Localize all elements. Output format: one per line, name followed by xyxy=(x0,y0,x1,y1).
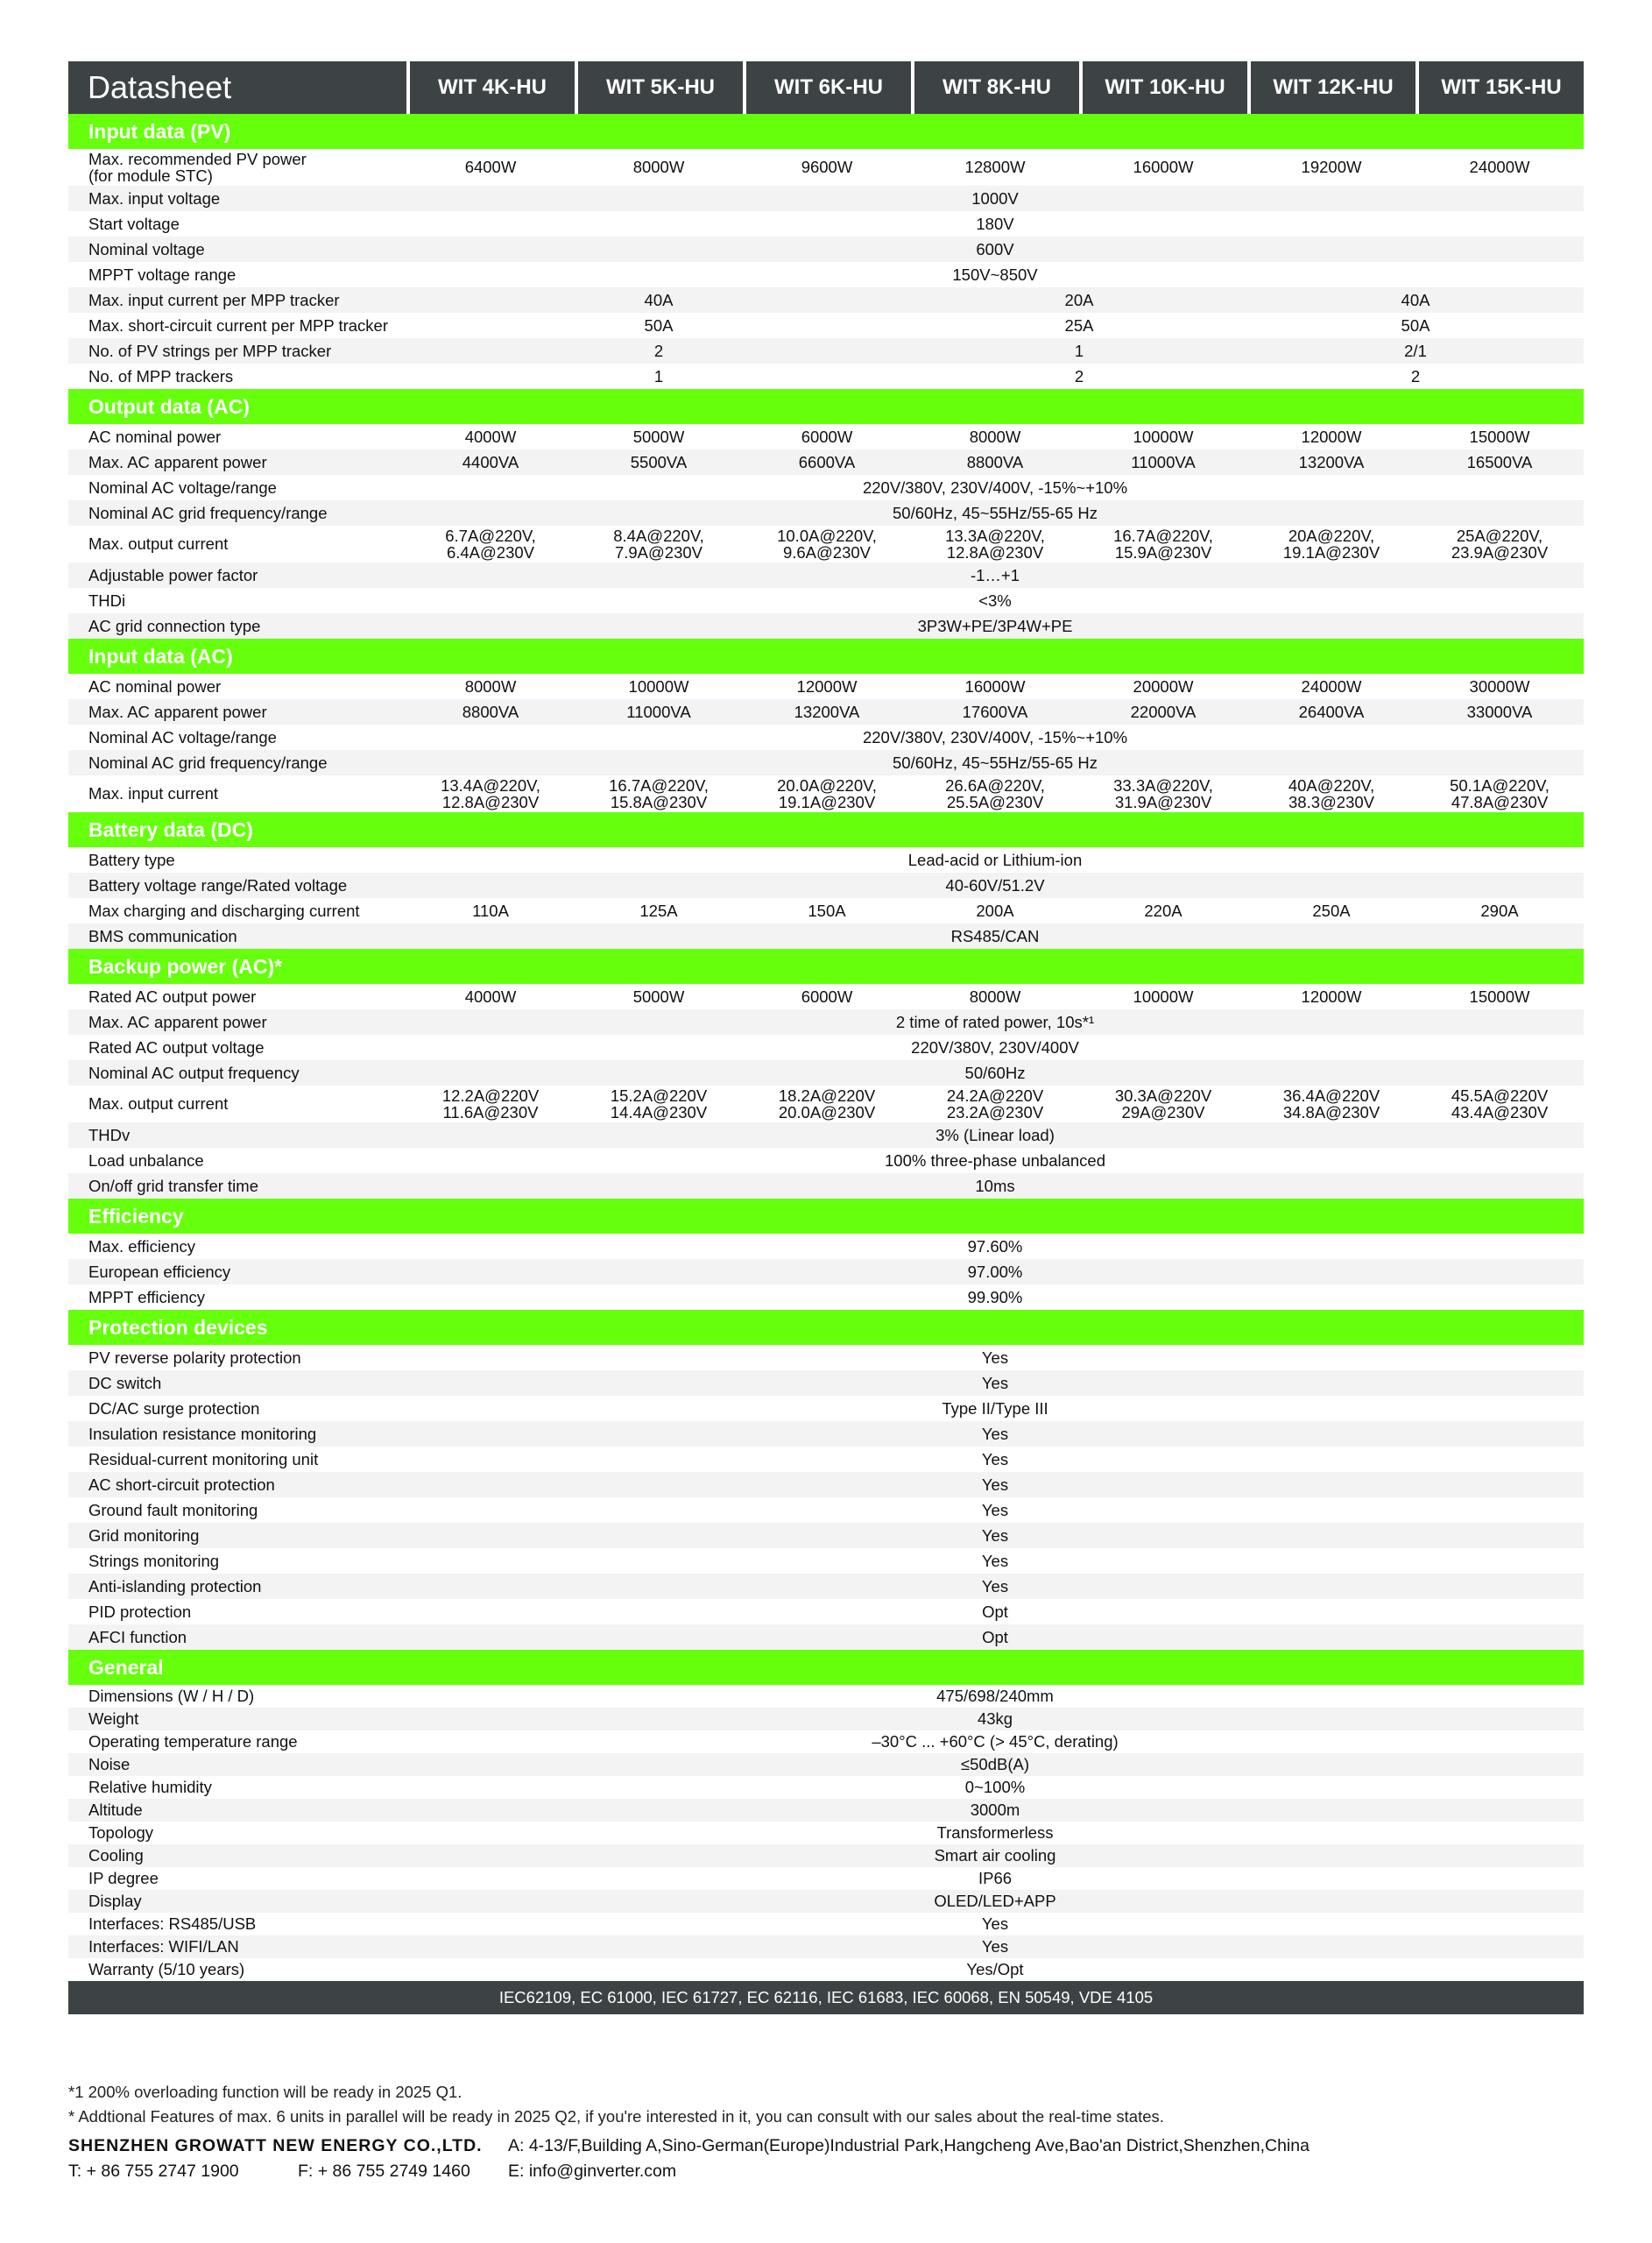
spec-value: 16500VA xyxy=(1415,449,1584,475)
spec-row xyxy=(68,1497,1584,1523)
spec-label: Nominal AC output frequency xyxy=(68,1060,406,1086)
spec-value: 16000W xyxy=(964,676,1026,696)
spec-value: Yes xyxy=(406,1421,1584,1447)
spec-value: 220V/380V, 230V/400V, -15%~+10% xyxy=(862,478,1128,497)
spec-label: Operating temperature range xyxy=(88,1732,298,1751)
spec-row xyxy=(68,1284,1584,1310)
spec-label: Max. output current xyxy=(88,534,229,554)
section-header xyxy=(68,114,1584,149)
spec-value: 150A xyxy=(808,901,846,920)
spec-value: 30.3A@220V 29A@230V xyxy=(1114,1086,1212,1122)
spec-label: AC nominal power xyxy=(88,427,222,446)
spec-label: DC switch xyxy=(68,1370,406,1396)
spec-value: 11000VA xyxy=(1079,449,1247,475)
section-title: Efficiency xyxy=(68,1199,1584,1234)
spec-row xyxy=(68,1776,1584,1799)
spec-row xyxy=(68,1574,1584,1599)
spec-value: 36.4A@220V 34.8A@230V xyxy=(1282,1086,1380,1122)
spec-value: 8000W xyxy=(969,427,1021,446)
spec-value: 8000W xyxy=(632,158,685,177)
spec-row xyxy=(68,1624,1584,1650)
spec-value: 5500VA xyxy=(575,449,743,475)
spec-row xyxy=(68,1935,1584,1958)
spec-label: Max. AC apparent power xyxy=(68,699,406,725)
section-header xyxy=(68,389,1584,424)
spec-label: Adjustable power factor xyxy=(68,563,406,588)
spec-row xyxy=(68,1421,1584,1447)
spec-value: 50A xyxy=(644,315,674,335)
company-email: E: info@ginverter.com xyxy=(508,2162,677,2181)
section-title: Input data (PV) xyxy=(68,114,1584,149)
spec-value: –30°C ... +60°C (> 45°C, derating) xyxy=(872,1732,1119,1751)
spec-value: 99.90% xyxy=(967,1287,1023,1306)
spec-value: 24000W xyxy=(1301,676,1362,696)
spec-label: European efficiency xyxy=(68,1259,406,1284)
spec-value: Yes xyxy=(406,1472,1584,1497)
spec-value: 97.60% xyxy=(967,1236,1023,1256)
spec-label: Nominal AC voltage/range xyxy=(88,727,277,746)
spec-value: 10000W xyxy=(628,676,689,696)
spec-row xyxy=(68,1060,1584,1086)
spec-value: 12800W xyxy=(964,158,1026,177)
spec-label: Nominal voltage xyxy=(68,237,406,262)
spec-row xyxy=(68,1122,1584,1148)
spec-row xyxy=(68,1890,1584,1913)
spec-value: 4400VA xyxy=(406,449,575,475)
spec-label: Max charging and discharging current xyxy=(88,901,360,920)
spec-value: 290A xyxy=(1480,901,1519,920)
model-header: WIT 12K-HU xyxy=(1247,61,1415,114)
spec-value: Yes xyxy=(981,1551,1009,1570)
spec-label: Anti-islanding protection xyxy=(68,1574,406,1599)
spec-label: Max. output current xyxy=(88,1094,229,1114)
spec-value: Transformerless xyxy=(936,1823,1054,1843)
spec-value: 97.00% xyxy=(406,1259,1584,1284)
spec-label: MPPT efficiency xyxy=(88,1287,205,1306)
spec-value: 19200W xyxy=(1301,158,1362,177)
spec-row xyxy=(68,1685,1584,1708)
spec-value: Lead-acid or Lithium-ion xyxy=(907,850,1083,869)
spec-value: 5000W xyxy=(632,987,685,1006)
spec-label: Load unbalance xyxy=(88,1150,204,1170)
spec-label: Altitude xyxy=(68,1799,406,1822)
spec-value: 13200VA xyxy=(743,699,911,725)
model-header: WIT 10K-HU xyxy=(1079,61,1247,114)
spec-row xyxy=(68,338,1584,364)
spec-value: 8800VA xyxy=(911,449,1079,475)
spec-row xyxy=(68,750,1584,775)
spec-value: 26.6A@220V, 25.5A@230V xyxy=(945,775,1045,811)
spec-value: 0~100% xyxy=(964,1778,1026,1797)
spec-value: 16.7A@220V, 15.8A@230V xyxy=(609,775,709,811)
spec-row xyxy=(68,424,1584,449)
model-header: WIT 8K-HU xyxy=(911,61,1079,114)
spec-row xyxy=(68,186,1584,211)
spec-label: AFCI function xyxy=(68,1624,406,1650)
company-phone: T: + 86 755 2747 1900 xyxy=(68,2162,239,2181)
spec-row xyxy=(68,588,1584,613)
spec-row xyxy=(68,1009,1584,1035)
spec-value: 11000VA xyxy=(575,699,743,725)
spec-value: 40A xyxy=(406,287,911,313)
spec-value: -1…+1 xyxy=(406,563,1584,588)
spec-value: 1000V xyxy=(406,186,1584,211)
spec-label: Max. AC apparent power xyxy=(68,449,406,475)
spec-value: 6000W xyxy=(801,987,853,1006)
spec-label: Max. AC apparent power xyxy=(68,1009,406,1035)
spec-value: 20A@220V, 19.1A@230V xyxy=(1282,526,1380,562)
spec-row xyxy=(68,1447,1584,1472)
spec-row xyxy=(68,1913,1584,1935)
spec-value: 33000VA xyxy=(1415,699,1584,725)
spec-label: THDi xyxy=(88,591,126,610)
spec-value: 220V/380V, 230V/400V xyxy=(911,1037,1079,1057)
model-header: WIT 15K-HU xyxy=(1415,61,1584,114)
spec-value: 50A xyxy=(1401,315,1430,335)
spec-value: Type II/Type III xyxy=(942,1398,1048,1418)
spec-value: 250A xyxy=(1312,901,1351,920)
spec-value: 475/698/240mm xyxy=(936,1687,1054,1706)
spec-value: 43kg xyxy=(406,1708,1584,1730)
spec-row xyxy=(68,1472,1584,1497)
spec-value: 200A xyxy=(976,901,1014,920)
spec-value: 9600W xyxy=(801,158,853,177)
spec-row xyxy=(68,1148,1584,1173)
spec-row xyxy=(68,1370,1584,1396)
spec-value: 10000W xyxy=(1133,427,1194,446)
spec-label: BMS communication xyxy=(68,923,406,949)
spec-row xyxy=(68,237,1584,262)
spec-row xyxy=(68,1822,1584,1844)
spec-value: 2 time of rated power, 10s*¹ xyxy=(406,1009,1584,1035)
spec-label: AC short-circuit protection xyxy=(68,1472,406,1497)
company-name: SHENZHEN GROWATT NEW ENERGY CO.,LTD. xyxy=(68,2136,483,2155)
spec-label: DC/AC surge protection xyxy=(88,1398,260,1418)
spec-value: Yes xyxy=(981,1348,1009,1367)
footnote: *1 200% overloading function will be ready in 2025 Q1. xyxy=(68,2083,462,2101)
spec-row xyxy=(68,313,1584,338)
spec-label: AC grid connection type xyxy=(68,613,406,639)
spec-value: 110A xyxy=(472,901,509,920)
spec-value: 12000W xyxy=(1301,987,1362,1006)
section-header xyxy=(68,949,1584,984)
spec-value: 180V xyxy=(976,214,1014,233)
spec-label: Max. efficiency xyxy=(88,1236,196,1256)
spec-row xyxy=(68,613,1584,639)
model-header: WIT 4K-HU xyxy=(406,61,575,114)
spec-value: 2 xyxy=(1074,366,1084,386)
spec-value: 18.2A@220V 20.0A@230V xyxy=(778,1086,876,1122)
spec-value: Yes xyxy=(981,1914,1009,1934)
spec-value: 125A xyxy=(639,901,678,920)
spec-value: 20.0A@220V, 19.1A@230V xyxy=(777,775,877,811)
spec-label: Cooling xyxy=(68,1844,406,1867)
section-header xyxy=(68,1310,1584,1345)
spec-value: 45.5A@220V 43.4A@230V xyxy=(1451,1086,1549,1122)
spec-row xyxy=(68,1173,1584,1199)
spec-value: 10000W xyxy=(1133,987,1194,1006)
spec-label: No. of MPP trackers xyxy=(88,366,234,386)
footnote: * Addtional Features of max. 6 units in parallel will be ready in 2025 Q2, if you're interested in it, you can consult with our sales about the real-time states. xyxy=(68,2107,1164,2126)
spec-value: 600V xyxy=(406,237,1584,262)
spec-label: Rated AC output voltage xyxy=(88,1037,265,1057)
spec-value: 4000W xyxy=(464,427,517,446)
spec-value: 22000VA xyxy=(1079,699,1247,725)
spec-row xyxy=(68,1396,1584,1421)
spec-label: Max. short-circuit current per MPP tracker xyxy=(88,315,388,335)
spec-value: 6000W xyxy=(801,427,853,446)
spec-label: THDv xyxy=(68,1122,406,1148)
spec-value: 50.1A@220V, 47.8A@230V xyxy=(1450,775,1550,811)
spec-row xyxy=(68,1867,1584,1890)
spec-value: Yes xyxy=(981,1500,1009,1519)
spec-value: 12.2A@220V 11.6A@230V xyxy=(441,1086,540,1122)
spec-value: 30000W xyxy=(1469,676,1530,696)
spec-value: Yes xyxy=(406,1935,1584,1958)
spec-label: Max. input current per MPP tracker xyxy=(68,287,406,313)
spec-label: Battery type xyxy=(88,850,175,869)
spec-value: IP66 xyxy=(978,1869,1013,1888)
spec-label: Start voltage xyxy=(88,214,180,233)
datasheet-title: Datasheet xyxy=(68,61,406,114)
spec-label: Interfaces: WIFI/LAN xyxy=(68,1935,406,1958)
spec-label: Battery voltage range/Rated voltage xyxy=(68,873,406,898)
spec-label: Ground fault monitoring xyxy=(88,1500,258,1519)
section-title: Protection devices xyxy=(68,1310,1584,1345)
spec-label: Warranty (5/10 years) xyxy=(88,1960,245,1979)
spec-value: Yes xyxy=(406,1523,1584,1548)
model-header: WIT 5K-HU xyxy=(575,61,743,114)
spec-value: 2 xyxy=(406,338,911,364)
spec-row xyxy=(68,1708,1584,1730)
spec-label: Dimensions (W / H / D) xyxy=(88,1687,255,1706)
spec-body xyxy=(68,114,1584,1981)
company-address: A: 4-13/F,Building A,Sino-German(Europe)Industrial Park,Hangcheng Ave,Bao'an District,Shenzhen,China xyxy=(508,2136,1310,2155)
spec-value: 4000W xyxy=(464,987,517,1006)
spec-value: 5000W xyxy=(632,427,685,446)
spec-label: AC nominal power xyxy=(88,676,222,696)
datasheet xyxy=(68,61,1584,2014)
spec-value: 50/60Hz, 45~55Hz/55-65 Hz xyxy=(406,750,1584,775)
standards-row xyxy=(68,1981,1584,2014)
model-header: WIT 6K-HU xyxy=(743,61,911,114)
spec-value: 8000W xyxy=(969,987,1021,1006)
spec-value: 24000W xyxy=(1469,158,1530,177)
spec-value: 15000W xyxy=(1469,987,1530,1006)
spec-row xyxy=(68,1844,1584,1867)
spec-value: 6400W xyxy=(464,158,517,177)
spec-label: Grid monitoring xyxy=(68,1523,406,1548)
spec-label: Interfaces: RS485/USB xyxy=(88,1914,257,1934)
spec-value: 2 xyxy=(1410,366,1421,386)
spec-row xyxy=(68,1753,1584,1776)
spec-value: 20000W xyxy=(1133,676,1194,696)
spec-label: Residual-current monitoring unit xyxy=(88,1449,319,1468)
spec-value: 24.2A@220V 23.2A@230V xyxy=(946,1086,1044,1122)
spec-row xyxy=(68,923,1584,949)
spec-label: IP degree xyxy=(88,1869,159,1888)
spec-label: Max. input current xyxy=(88,784,219,803)
spec-value: 3% (Linear load) xyxy=(406,1122,1584,1148)
spec-label: On/off grid transfer time xyxy=(68,1173,406,1199)
section-title: General xyxy=(68,1650,1584,1685)
section-title: Output data (AC) xyxy=(68,389,1584,424)
spec-row xyxy=(68,287,1584,313)
spec-value: Opt xyxy=(982,1602,1008,1621)
spec-value: 100% three-phase unbalanced xyxy=(885,1150,1105,1170)
spec-value: Yes xyxy=(406,1574,1584,1599)
section-header xyxy=(68,812,1584,847)
spec-value: 15000W xyxy=(1469,427,1530,446)
spec-row xyxy=(68,500,1584,526)
spec-table xyxy=(68,61,1584,2014)
header-row xyxy=(68,61,1584,114)
spec-row xyxy=(68,211,1584,237)
spec-value: 8000W xyxy=(464,676,517,696)
spec-value: 8.4A@220V, 7.9A@230V xyxy=(613,526,704,562)
spec-value: 25A@220V, 23.9A@230V xyxy=(1451,526,1549,562)
spec-label: Nominal AC grid frequency/range xyxy=(68,750,406,775)
spec-value: 13.4A@220V, 12.8A@230V xyxy=(441,775,540,811)
spec-row xyxy=(68,1086,1584,1122)
spec-value: 17600VA xyxy=(911,699,1079,725)
spec-row xyxy=(68,775,1584,812)
spec-value: 33.3A@220V, 31.9A@230V xyxy=(1113,775,1213,811)
spec-row xyxy=(68,1259,1584,1284)
spec-value: 3000m xyxy=(406,1799,1584,1822)
spec-value: 10.0A@220V, 9.6A@230V xyxy=(777,526,877,562)
spec-row xyxy=(68,1345,1584,1370)
spec-value: 10ms xyxy=(406,1173,1584,1199)
spec-value: 6.7A@220V, 6.4A@230V xyxy=(445,526,536,562)
spec-value: 220A xyxy=(1144,901,1183,920)
spec-label: Nominal AC grid frequency/range xyxy=(68,500,406,526)
spec-row xyxy=(68,1799,1584,1822)
spec-value: 13.3A@220V, 12.8A@230V xyxy=(945,526,1045,562)
spec-row xyxy=(68,475,1584,500)
spec-label: Strings monitoring xyxy=(88,1551,220,1570)
spec-value: 25A xyxy=(1064,315,1094,335)
spec-value: 40-60V/51.2V xyxy=(406,873,1584,898)
spec-value: 12000W xyxy=(1301,427,1362,446)
spec-value: <3% xyxy=(978,591,1012,610)
spec-row xyxy=(68,526,1584,563)
spec-row xyxy=(68,1599,1584,1624)
spec-value: 8800VA xyxy=(406,699,575,725)
spec-value: Yes xyxy=(406,1370,1584,1396)
spec-value: 15.2A@220V 14.4A@230V xyxy=(610,1086,708,1122)
spec-label: Weight xyxy=(68,1708,406,1730)
spec-value: 220V/380V, 230V/400V, -15%~+10% xyxy=(862,727,1128,746)
spec-row xyxy=(68,1523,1584,1548)
spec-label: PID protection xyxy=(88,1602,192,1621)
section-header xyxy=(68,639,1584,674)
spec-row xyxy=(68,1958,1584,1981)
spec-value: 50/60Hz, 45~55Hz/55-65 Hz xyxy=(406,500,1584,526)
spec-row xyxy=(68,847,1584,873)
spec-label: Topology xyxy=(88,1823,154,1843)
spec-row xyxy=(68,1234,1584,1259)
spec-value: 1 xyxy=(653,366,664,386)
spec-label: Display xyxy=(68,1890,406,1913)
section-title: Backup power (AC)* xyxy=(68,949,1584,984)
spec-value: 2/1 xyxy=(1247,338,1584,364)
spec-row xyxy=(68,563,1584,588)
spec-label: Max. input voltage xyxy=(68,186,406,211)
spec-row xyxy=(68,898,1584,923)
spec-row xyxy=(68,699,1584,725)
spec-label: Insulation resistance monitoring xyxy=(68,1421,406,1447)
footnotes xyxy=(68,2080,1164,2129)
spec-value: Opt xyxy=(406,1624,1584,1650)
spec-label: MPPT voltage range xyxy=(88,265,237,284)
spec-label: Max. recommended PV power (for module STC) xyxy=(88,149,307,185)
spec-label: Relative humidity xyxy=(88,1778,212,1797)
standards-text: IEC62109, EC 61000, IEC 61727, EC 62116, IEC 61683, IEC 60068, EN 50549, VDE 4105 xyxy=(68,1981,1584,2014)
spec-value: 26400VA xyxy=(1247,699,1415,725)
spec-row xyxy=(68,364,1584,389)
spec-value: 40A@220V, 38.3@230V xyxy=(1288,775,1375,811)
spec-value: 50/60Hz xyxy=(406,1060,1584,1086)
spec-label: Nominal AC voltage/range xyxy=(88,478,277,497)
spec-value: Smart air cooling xyxy=(406,1844,1584,1867)
spec-value: 13200VA xyxy=(1247,449,1415,475)
section-header xyxy=(68,1650,1584,1685)
spec-value: OLED/LED+APP xyxy=(406,1890,1584,1913)
spec-value: 12000W xyxy=(796,676,858,696)
spec-value: 16.7A@220V, 15.9A@230V xyxy=(1113,526,1213,562)
spec-label: Rated AC output power xyxy=(88,987,257,1006)
company-fax: F: + 86 755 2749 1460 xyxy=(298,2162,470,2181)
spec-label: Noise xyxy=(68,1753,406,1776)
spec-value: ≤50dB(A) xyxy=(406,1753,1584,1776)
spec-row xyxy=(68,1548,1584,1574)
spec-value: 16000W xyxy=(1133,158,1194,177)
spec-value: RS485/CAN xyxy=(406,923,1584,949)
spec-row xyxy=(68,449,1584,475)
section-header xyxy=(68,1199,1584,1234)
spec-row xyxy=(68,262,1584,287)
spec-value: 1 xyxy=(911,338,1247,364)
spec-row xyxy=(68,1035,1584,1060)
spec-value: 40A xyxy=(1247,287,1584,313)
spec-value: 3P3W+PE/3P4W+PE xyxy=(406,613,1584,639)
spec-value: 20A xyxy=(911,287,1247,313)
spec-row xyxy=(68,1730,1584,1753)
spec-row xyxy=(68,149,1584,186)
spec-row xyxy=(68,725,1584,750)
spec-row xyxy=(68,674,1584,699)
section-title: Input data (AC) xyxy=(68,639,1584,674)
spec-value: Yes xyxy=(981,1449,1009,1468)
spec-value: 150V~850V xyxy=(952,265,1038,284)
spec-row xyxy=(68,873,1584,898)
spec-row xyxy=(68,984,1584,1009)
spec-value: 6600VA xyxy=(743,449,911,475)
section-title: Battery data (DC) xyxy=(68,812,1584,847)
spec-label: PV reverse polarity protection xyxy=(88,1348,301,1367)
spec-value: Yes/Opt xyxy=(966,1960,1024,1979)
spec-label: No. of PV strings per MPP tracker xyxy=(68,338,406,364)
